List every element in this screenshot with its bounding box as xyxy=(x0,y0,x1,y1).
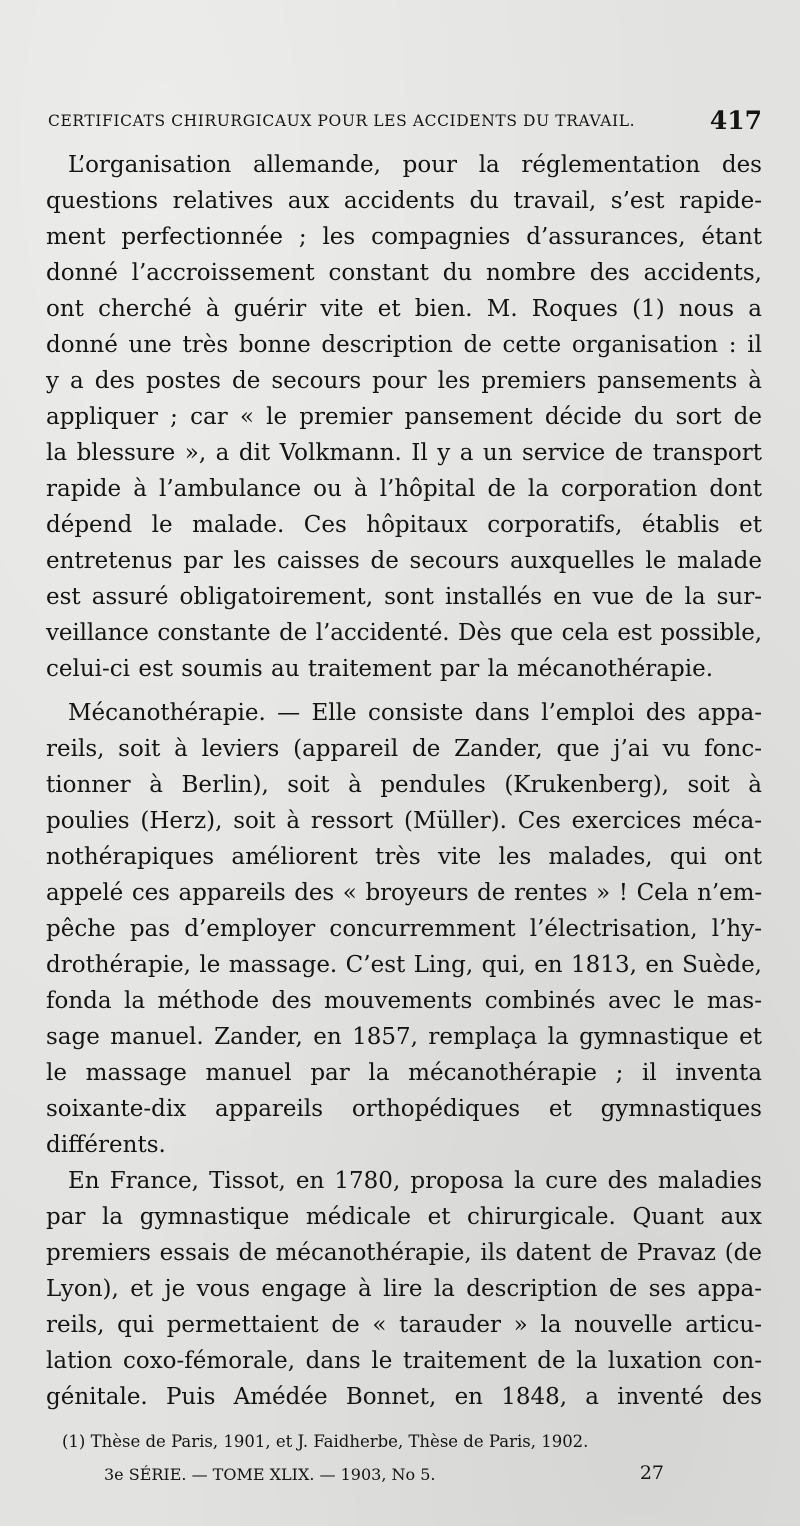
text-line: par la gymnastique médicale et chirurgicale. Quant aux xyxy=(46,1204,762,1230)
text-line: appelé ces appareils des « broyeurs de rentes » ! Cela n’em- xyxy=(46,880,762,906)
text-line: celui-ci est soumis au traitement par la mécanothérapie. xyxy=(46,656,714,682)
text-line: sage manuel. Zander, en 1857, remplaça la gymnastique et xyxy=(46,1024,762,1050)
page-number: 417 xyxy=(709,106,762,135)
running-title: CERTIFICATS CHIRURGICAUX POUR LES ACCIDENTS DU TRAVAIL. xyxy=(48,112,636,130)
text-line: ont cherché à guérir vite et bien. M. Roques (1) nous a xyxy=(46,296,762,322)
text-line: est assuré obligatoirement, sont installés en vue de la sur- xyxy=(46,584,762,610)
running-head xyxy=(48,106,762,142)
text-line: dépend le malade. Ces hôpitaux corporatifs, établis et xyxy=(46,512,762,538)
paragraph-gap xyxy=(46,687,762,695)
text-line: donné une très bonne description de cette organisation : il xyxy=(46,332,762,358)
text-line: ment perfectionnée ; les compagnies d’assurances, étant xyxy=(46,224,762,250)
paragraph xyxy=(46,695,762,1163)
text-line: Mécanothérapie. — Elle consiste dans l’emploi des appa- xyxy=(68,700,762,726)
footnote: (1) Thèse de Paris, 1901, et J. Faidherbe, Thèse de Paris, 1902. xyxy=(62,1432,589,1451)
text-line: le massage manuel par la mécanothérapie ; il inventa xyxy=(46,1060,762,1086)
text-line: reils, qui permettaient de « tarauder » la nouvelle articu- xyxy=(46,1312,762,1338)
text-line: drothérapie, le massage. C’est Ling, qui, en 1813, en Suède, xyxy=(46,952,762,978)
text-line: nothérapiques améliorent très vite les malades, qui ont xyxy=(46,844,762,870)
text-line: questions relatives aux accidents du travail, s’est rapide- xyxy=(46,188,762,214)
text-line: appliquer ; car « le premier pansement décide du sort de xyxy=(46,404,762,430)
text-line: donné l’accroissement constant du nombre des accidents, xyxy=(46,260,762,286)
text-line: reils, soit à leviers (appareil de Zander, que j’ai vu fonc- xyxy=(46,736,762,762)
sheet-number: 27 xyxy=(639,1462,664,1484)
text-line: rapide à l’ambulance ou à l’hôpital de la corporation dont xyxy=(46,476,762,502)
text-line: la blessure », a dit Volkmann. Il y a un service de transport xyxy=(46,440,762,466)
text-line: Lyon), et je vous engage à lire la description de ses appa- xyxy=(46,1276,762,1302)
body-text xyxy=(46,147,762,1415)
paragraph xyxy=(46,147,762,687)
text-line: pêche pas d’employer concurremment l’électrisation, l’hy- xyxy=(46,916,762,942)
text-line: lation coxo-fémorale, dans le traitement de la luxation con- xyxy=(46,1348,762,1374)
text-line: En France, Tissot, en 1780, proposa la cure des maladies xyxy=(68,1168,762,1194)
text-line: poulies (Herz), soit à ressort (Müller). Ces exercices méca- xyxy=(46,808,762,834)
series-info: 3e SÉRIE. — TOME XLIX. — 1903, No 5. xyxy=(104,1465,436,1484)
text-line: différents. xyxy=(46,1132,166,1158)
text-line: L’organisation allemande, pour la réglementation des xyxy=(68,152,762,178)
text-line: fonda la méthode des mouvements combinés avec le mas- xyxy=(46,988,762,1014)
text-line: génitale. Puis Amédée Bonnet, en 1848, a inventé des xyxy=(46,1384,762,1410)
paragraph xyxy=(46,1163,762,1415)
text-line: entretenus par les caisses de secours auxquelles le malade xyxy=(46,548,762,574)
text-line: y a des postes de secours pour les premiers pansements à xyxy=(46,368,762,394)
text-line: premiers essais de mécanothérapie, ils datent de Pravaz (de xyxy=(46,1240,762,1266)
text-line: soixante-dix appareils orthopédiques et gymnastiques xyxy=(46,1096,762,1122)
printer-signature xyxy=(104,1462,664,1491)
text-line: veillance constante de l’accidenté. Dès que cela est possible, xyxy=(46,620,762,646)
text-line: tionner à Berlin), soit à pendules (Krukenberg), soit à xyxy=(46,772,762,798)
